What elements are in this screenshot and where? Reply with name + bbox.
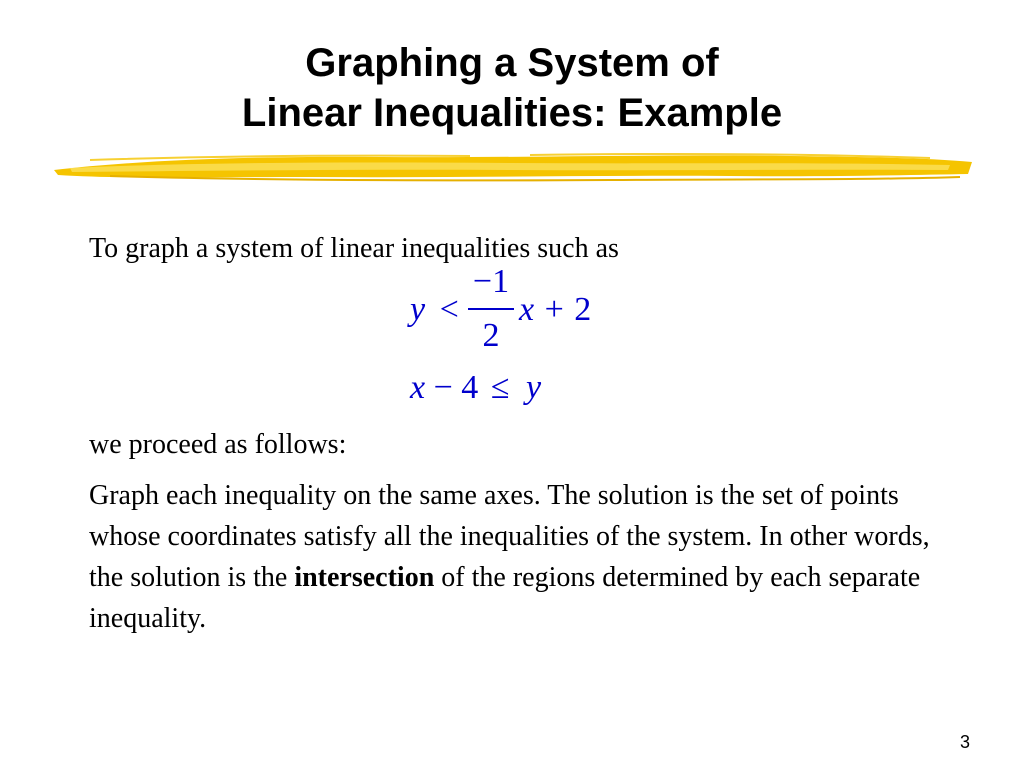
proceed-text: we proceed as follows: — [89, 429, 347, 460]
eq2-minus: − — [433, 369, 453, 406]
inequality-1-right — [519, 290, 591, 330]
inequality-1-fraction — [466, 262, 516, 356]
explanation-paragraph — [89, 475, 935, 639]
eq2-four: 4 — [461, 369, 479, 406]
title-underline-brush — [50, 150, 976, 184]
intro-text: To graph a system of linear inequalities such as — [89, 233, 619, 264]
inequality-1-left — [410, 290, 459, 330]
eq1-x: x — [519, 291, 535, 328]
title-line-2: Linear Inequalities: Example — [241, 91, 783, 135]
para-part-2: of the regions determined by each separate inequality. — [89, 562, 921, 634]
eq1-plus: + — [544, 291, 564, 328]
eq1-less-than: < — [439, 291, 459, 328]
eq1-denominator: 2 — [482, 317, 500, 354]
slide-number: 3 — [959, 732, 970, 752]
slide-title — [0, 38, 1024, 138]
eq1-numerator: −1 — [472, 263, 510, 300]
eq2-x: x — [410, 369, 426, 406]
eq2-less-equal: ≤ — [490, 369, 510, 406]
para-part-1: Graph each inequality on the same axes. The solution is the set of points whose coordinates satisfy all the inequalities of the system. In other words, the solution is the — [89, 480, 930, 593]
eq1-fraction-bar — [468, 308, 514, 310]
eq1-constant: 2 — [574, 291, 592, 328]
para-bold-intersection: intersection — [294, 562, 435, 593]
eq1-y: y — [410, 291, 426, 328]
eq2-y: y — [525, 369, 542, 406]
inequality-2 — [410, 368, 541, 408]
title-line-1: Graphing a System of — [305, 41, 719, 85]
